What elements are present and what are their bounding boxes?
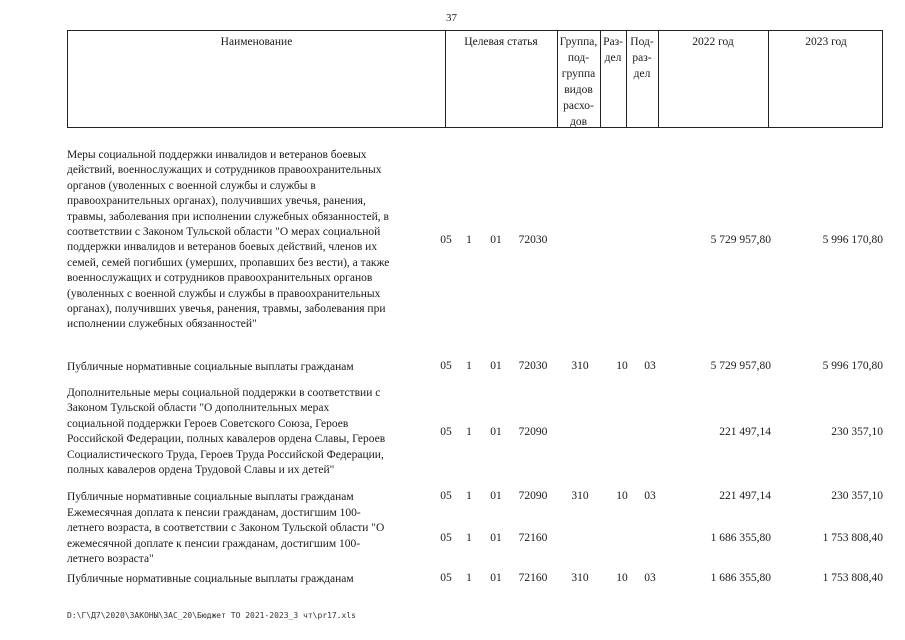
header-target-article: Целевая статья xyxy=(464,36,538,48)
section: 10 xyxy=(616,360,628,372)
amount-2023: 1 753 808,40 xyxy=(822,532,883,544)
subsection: 03 xyxy=(644,360,656,372)
row-name-line: военнослужащих и сотрудников правоохранительных органов xyxy=(67,272,373,285)
amount-2023: 1 753 808,40 xyxy=(822,572,883,584)
header-name: Наименование xyxy=(220,36,293,48)
header-divider xyxy=(445,31,446,127)
row-name-line: полных кавалеров ордена Трудовой Славы и их детей" xyxy=(67,464,335,477)
header-divider xyxy=(658,31,659,127)
row-name-line: Публичные нормативные социальные выплаты гражданам xyxy=(67,491,354,503)
row-name-line: Социалистического Труда, Героев Труда Российской Федерации, xyxy=(67,448,384,461)
row-name-line: Российской Федерации, полных кавалеров ордена Славы, Героев xyxy=(67,433,386,446)
row-name-line: семей, семей погибших (умерших, пропавших без вести), а также xyxy=(67,256,390,269)
amount-2023: 230 357,10 xyxy=(831,490,883,502)
header-section xyxy=(600,31,626,127)
target-code-program: 05 xyxy=(440,426,452,438)
target-code-type: 1 xyxy=(466,532,472,544)
target-code-type: 1 xyxy=(466,234,472,246)
page-number: 37 xyxy=(446,12,457,24)
expense-group: 310 xyxy=(571,572,589,584)
section: 10 xyxy=(616,572,628,584)
row-name-line: Законом Тульской области "О дополнительных мерах xyxy=(67,402,330,415)
row-name-line: Ежемесячная доплата к пенсии гражданам, достигшим 100- xyxy=(67,507,361,519)
header-divider xyxy=(557,31,558,127)
amount-2022: 1 686 355,80 xyxy=(710,532,771,544)
expense-group: 310 xyxy=(571,490,589,502)
row-name-line: органах), получивших увечья, ранения, травмы, заболевания при xyxy=(67,303,386,316)
header-subsection-line: раз- xyxy=(632,52,652,64)
row-name-line: соответствии с Законом Тульской области "О мерах социальной xyxy=(67,226,381,239)
row-name-line: Публичные нормативные социальные выплаты гражданам xyxy=(67,573,354,585)
row-name xyxy=(67,572,429,587)
row-name-line: действий, военнослужащих и сотрудников правоохранительных xyxy=(67,164,382,177)
target-code-direction: 72030 xyxy=(518,234,548,246)
section: 10 xyxy=(616,490,628,502)
amount-2022: 1 686 355,80 xyxy=(710,572,771,584)
target-code-type: 1 xyxy=(466,572,472,584)
target-code-event: 01 xyxy=(490,490,502,502)
row-name-line: поддержки инвалидов и ветеранов боевых действий, членов их xyxy=(67,241,378,254)
header-year-2022: 2022 год xyxy=(692,36,734,48)
header-group-line: расхо- xyxy=(563,100,594,112)
target-code-type: 1 xyxy=(466,426,472,438)
row-name-line: травмы, заболевания при исполнении служебных обязанностей, в xyxy=(67,210,389,223)
subsection: 03 xyxy=(644,490,656,502)
expense-group: 310 xyxy=(571,360,589,372)
subsection: 03 xyxy=(644,572,656,584)
header-group-line: Группа, xyxy=(559,36,598,48)
target-code-direction: 72090 xyxy=(518,490,548,502)
header-group-line: под- xyxy=(567,52,590,64)
row-name-line: Публичные нормативные социальные выплаты гражданам xyxy=(67,361,354,373)
row-name-line: летнего возраста, в соответствии с Законом Тульской области "О xyxy=(67,522,385,535)
amount-2022: 5 729 957,80 xyxy=(710,360,771,372)
target-code-event: 01 xyxy=(490,360,502,372)
target-code-program: 05 xyxy=(440,572,452,584)
row-name-line: ежемесячной доплате к пенсии гражданам, достигшим 100- xyxy=(67,537,361,550)
target-code-direction: 72030 xyxy=(518,360,548,372)
amount-2023: 5 996 170,80 xyxy=(822,360,883,372)
row-name xyxy=(67,148,429,333)
amount-2022: 5 729 957,80 xyxy=(710,234,771,246)
row-name xyxy=(67,490,429,505)
row-name-line: правоохранительных органах), получивших увечья, ранения, xyxy=(67,195,366,208)
header-group-line: группа xyxy=(561,68,596,80)
target-code-direction: 72160 xyxy=(518,532,548,544)
row-name-line: Дополнительные меры социальной поддержки в соответствии с xyxy=(67,387,381,399)
header-divider xyxy=(600,31,601,127)
header-subsection xyxy=(626,31,658,127)
amount-2022: 221 497,14 xyxy=(719,426,771,438)
target-code-program: 05 xyxy=(440,490,452,502)
target-code-direction: 72090 xyxy=(518,426,548,438)
row-name xyxy=(67,386,429,478)
header-subsection-line: Под- xyxy=(630,36,654,48)
target-code-direction: 72160 xyxy=(518,572,548,584)
amount-2023: 230 357,10 xyxy=(831,426,883,438)
row-name-line: Меры социальной поддержки инвалидов и ветеранов боевых xyxy=(67,149,367,161)
header-section-line: Раз- xyxy=(603,36,623,48)
target-code-program: 05 xyxy=(440,234,452,246)
header-group-line: дов xyxy=(569,116,588,128)
header-divider xyxy=(626,31,627,127)
header-group-line: видов xyxy=(564,84,593,96)
target-code-event: 01 xyxy=(490,426,502,438)
header-year-2023: 2023 год xyxy=(805,36,847,48)
header-section-line: дел xyxy=(604,52,622,64)
header-expense-group xyxy=(557,31,600,127)
header-subsection-line: дел xyxy=(633,68,651,80)
target-code-type: 1 xyxy=(466,490,472,502)
row-name-line: социальной поддержки Героев Советского Союза, Героев xyxy=(67,417,349,430)
budget-table xyxy=(67,30,883,585)
header-divider xyxy=(768,31,769,127)
amount-2022: 221 497,14 xyxy=(719,490,771,502)
row-name xyxy=(67,506,429,568)
target-code-program: 05 xyxy=(440,360,452,372)
row-name-line: летнего возраста" xyxy=(67,553,154,566)
row-name xyxy=(67,360,429,375)
row-name-line: исполнении служебных обязанностей" xyxy=(67,318,257,331)
row-name-line: (уволенных с военной службы и службы в правоохранительных xyxy=(67,287,381,300)
file-path-footer: D:\Г\Д7\2020\ЗАКОНЫ\ЗАС_20\Бюджет ТО 2021-2023_3 чт\pr17.xls xyxy=(67,611,356,620)
table-header xyxy=(67,30,883,128)
target-code-type: 1 xyxy=(466,360,472,372)
target-code-event: 01 xyxy=(490,572,502,584)
amount-2023: 5 996 170,80 xyxy=(822,234,883,246)
target-code-program: 05 xyxy=(440,532,452,544)
target-code-event: 01 xyxy=(490,234,502,246)
row-name-line: органов (уволенных с военной службы и службы в xyxy=(67,179,316,192)
target-code-event: 01 xyxy=(490,532,502,544)
